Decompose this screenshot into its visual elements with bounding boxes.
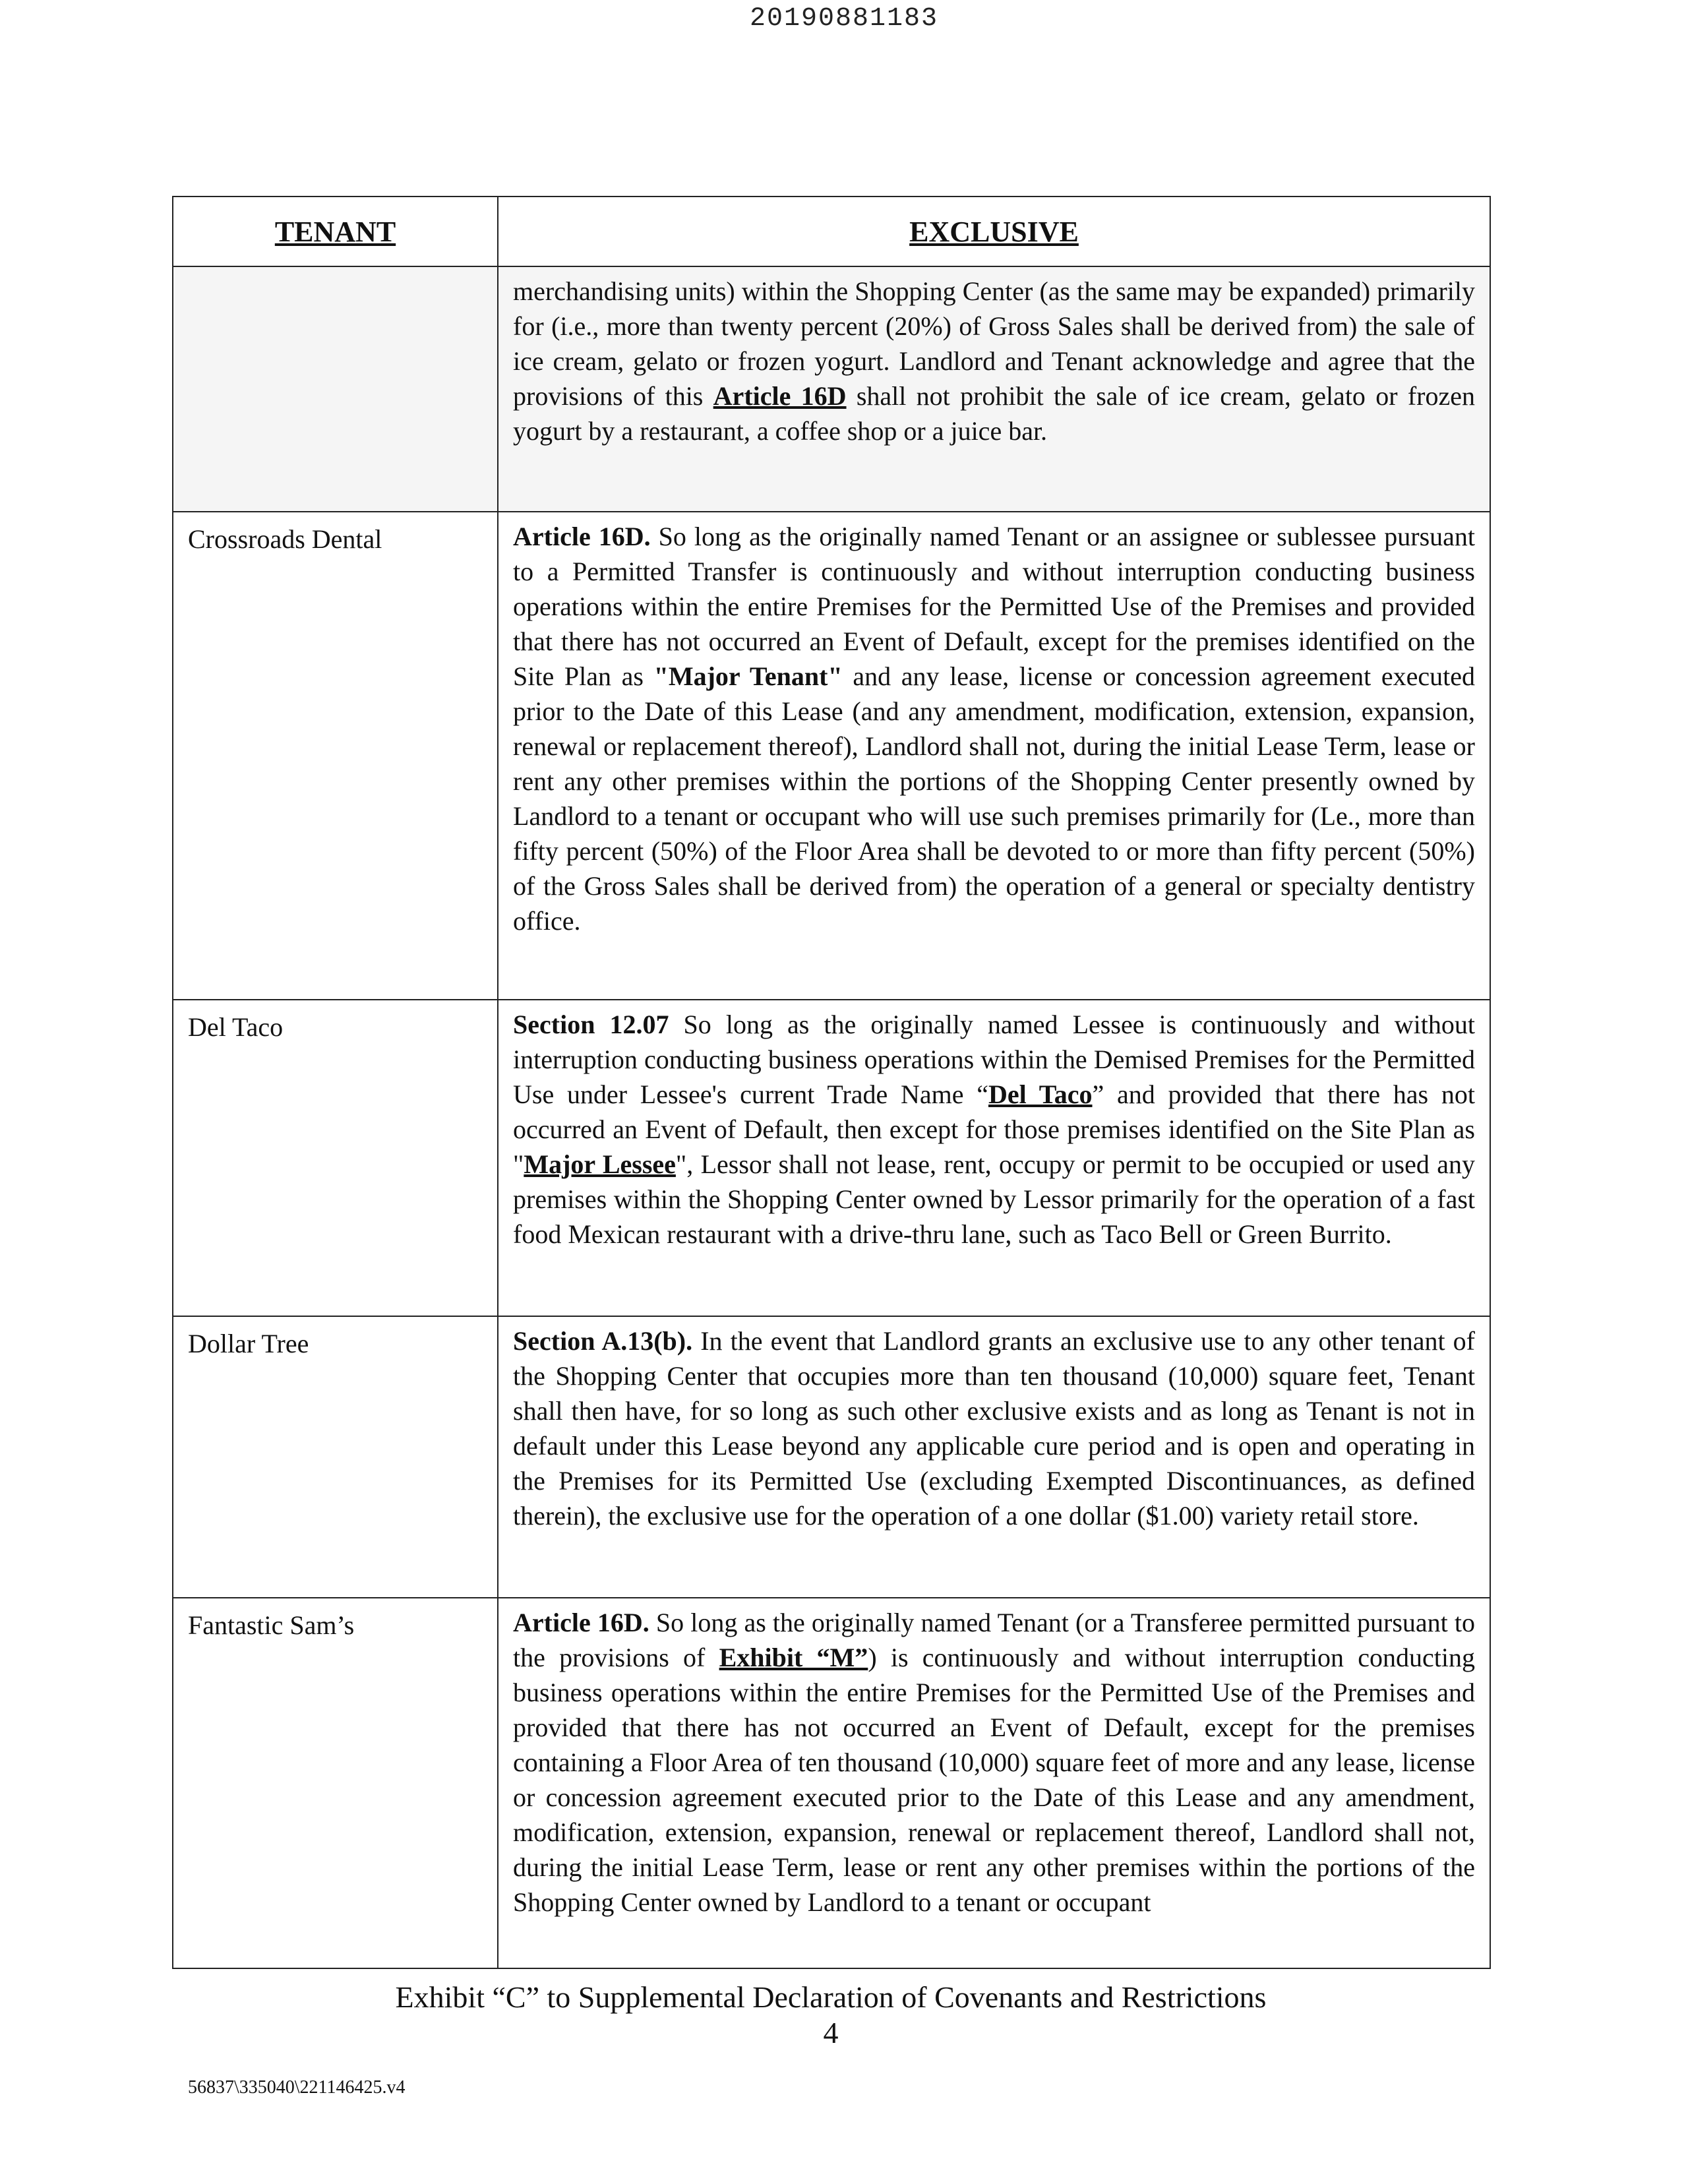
table-header-row <box>173 197 1490 266</box>
file-reference: 56837\335040\221146425.v4 <box>188 2077 406 2098</box>
table-row <box>173 1598 1490 1968</box>
tenant-cell <box>173 266 498 512</box>
footer-title: Exhibit “C” to Supplemental Declaration of Covenants and Restrictions <box>395 1980 1267 2014</box>
column-header-exclusive: EXCLUSIVE <box>498 197 1490 266</box>
tenant-cell: Del Taco <box>173 1000 498 1316</box>
exclusive-cell <box>498 1000 1490 1316</box>
exclusive-text: and any lease, license or concession agreement executed prior to the Date of this Lease (and any amendment, modification, extension, expansion, renewal or replacement thereof), Landlord shall not, during the initial Lease Term, lease or rent any other premises within the portions of the Shopping Center presently owned by Landlord to a tenant or occupant who will use such premises primarily for (Le., more than fifty percent (50%) of the Floor Area shall be devoted to or more than fifty percent (50%) of the Gross Sales shall be derived from) the operation of a general or specialty dentistry office. <box>513 661 1475 936</box>
tenant-cell: Dollar Tree <box>173 1316 498 1598</box>
exclusive-cell <box>498 1316 1490 1598</box>
clause-reference: Article 16D. <box>513 522 651 551</box>
defined-term: Major Lessee <box>524 1149 676 1179</box>
tenant-cell: Crossroads Dental <box>173 512 498 1000</box>
exhibit-reference: Exhibit “M” <box>719 1643 868 1672</box>
exclusive-text: ", Lessor shall not lease, rent, occupy or permit to be occupied or used any premises within the Shopping Center owned by Lessor primarily for the operation of a fast food Mexican restaurant with a drive-thru lane, such as Taco Bell or Green Burrito. <box>513 1149 1475 1249</box>
table-row <box>173 266 1490 512</box>
document-number: 20190881183 <box>749 4 939 34</box>
column-header-tenant: TENANT <box>173 197 498 266</box>
exclusive-text: So long as the originally named Tenant or an assignee or sublessee pursuant to a Permitted Transfer is continuously and without interruption conducting business operations within the entire Premises for the Permitted Use of the Premises and provided that there has not occurred an Event of Default, except for the premises identified on the Site Plan as <box>513 522 1475 691</box>
tenant-exclusives-table <box>172 196 1491 1969</box>
defined-term: "Major Tenant" <box>653 661 843 691</box>
trade-name: Del Taco <box>988 1079 1093 1109</box>
exclusive-text: In the event that Landlord grants an exclusive use to any other tenant of the Shopping Center that occupies more than ten thousand (10,000) square feet, Tenant shall then have, for so long as such other exclusive exists and as long as Tenant is not in default under this Lease beyond any applicable cure period and is open and operating in the Premises for its Permitted Use (excluding Exempted Discontinuances, as defined therein), the exclusive use for the operation of a one dollar ($1.00) variety retail store. <box>513 1326 1475 1531</box>
exclusive-text: So long as the originally named Tenant (or a Transferee permitted pursuant to the provisions of <box>513 1608 1475 1672</box>
exclusive-cell <box>498 1598 1490 1968</box>
table-row <box>173 512 1490 1000</box>
exclusive-text: shall not prohibit the sale of ice cream, gelato or frozen yogurt by a restaurant, a coffee shop or a juice bar. <box>513 381 1475 446</box>
exclusive-text: ” and provided that there has not occurred an Event of Default, then except for those premises identified on the Site Plan as " <box>513 1079 1475 1179</box>
exclusive-cell <box>498 266 1490 512</box>
clause-reference: Article 16D. <box>513 1608 649 1637</box>
article-reference: Article 16D <box>713 381 847 411</box>
page-number: 4 <box>823 2016 839 2049</box>
tenant-cell: Fantastic Sam’s <box>173 1598 498 1968</box>
table-row <box>173 1316 1490 1598</box>
exclusive-text: merchandising units) within the Shopping Center (as the same may be expanded) primarily for (i.e., more than twenty percent (20%) of Gross Sales shall be derived from) the sale of ice cream, gelato or frozen yogurt. Landlord and Tenant acknowledge and agree that the provisions of this <box>513 276 1475 411</box>
exclusive-text: So long as the originally named Lessee is continuously and without interruption conducting business operations within the Demised Premises for the Permitted Use under Lessee's current Trade Name “ <box>513 1010 1476 1109</box>
exclusive-text: ) is continuously and without interruption conducting business operations within the entire Premises for the Permitted Use of the Premises and provided that there has not occurred an Event of Default, except for the premises containing a Floor Area of ten thousand (10,000) square feet of more and any lease, license or concession agreement executed prior to the Date of this Lease and any amendment, modification, extension, expansion, renewal or replacement thereof, Landlord shall not, during the initial Lease Term, lease or rent any other premises within the portions of the Shopping Center owned by Landlord to a tenant or occupant <box>513 1643 1475 1917</box>
clause-reference: Section A.13(b). <box>513 1326 693 1356</box>
table-row <box>173 1000 1490 1316</box>
clause-reference: Section 12.07 <box>513 1010 669 1039</box>
exclusive-cell <box>498 512 1490 1000</box>
